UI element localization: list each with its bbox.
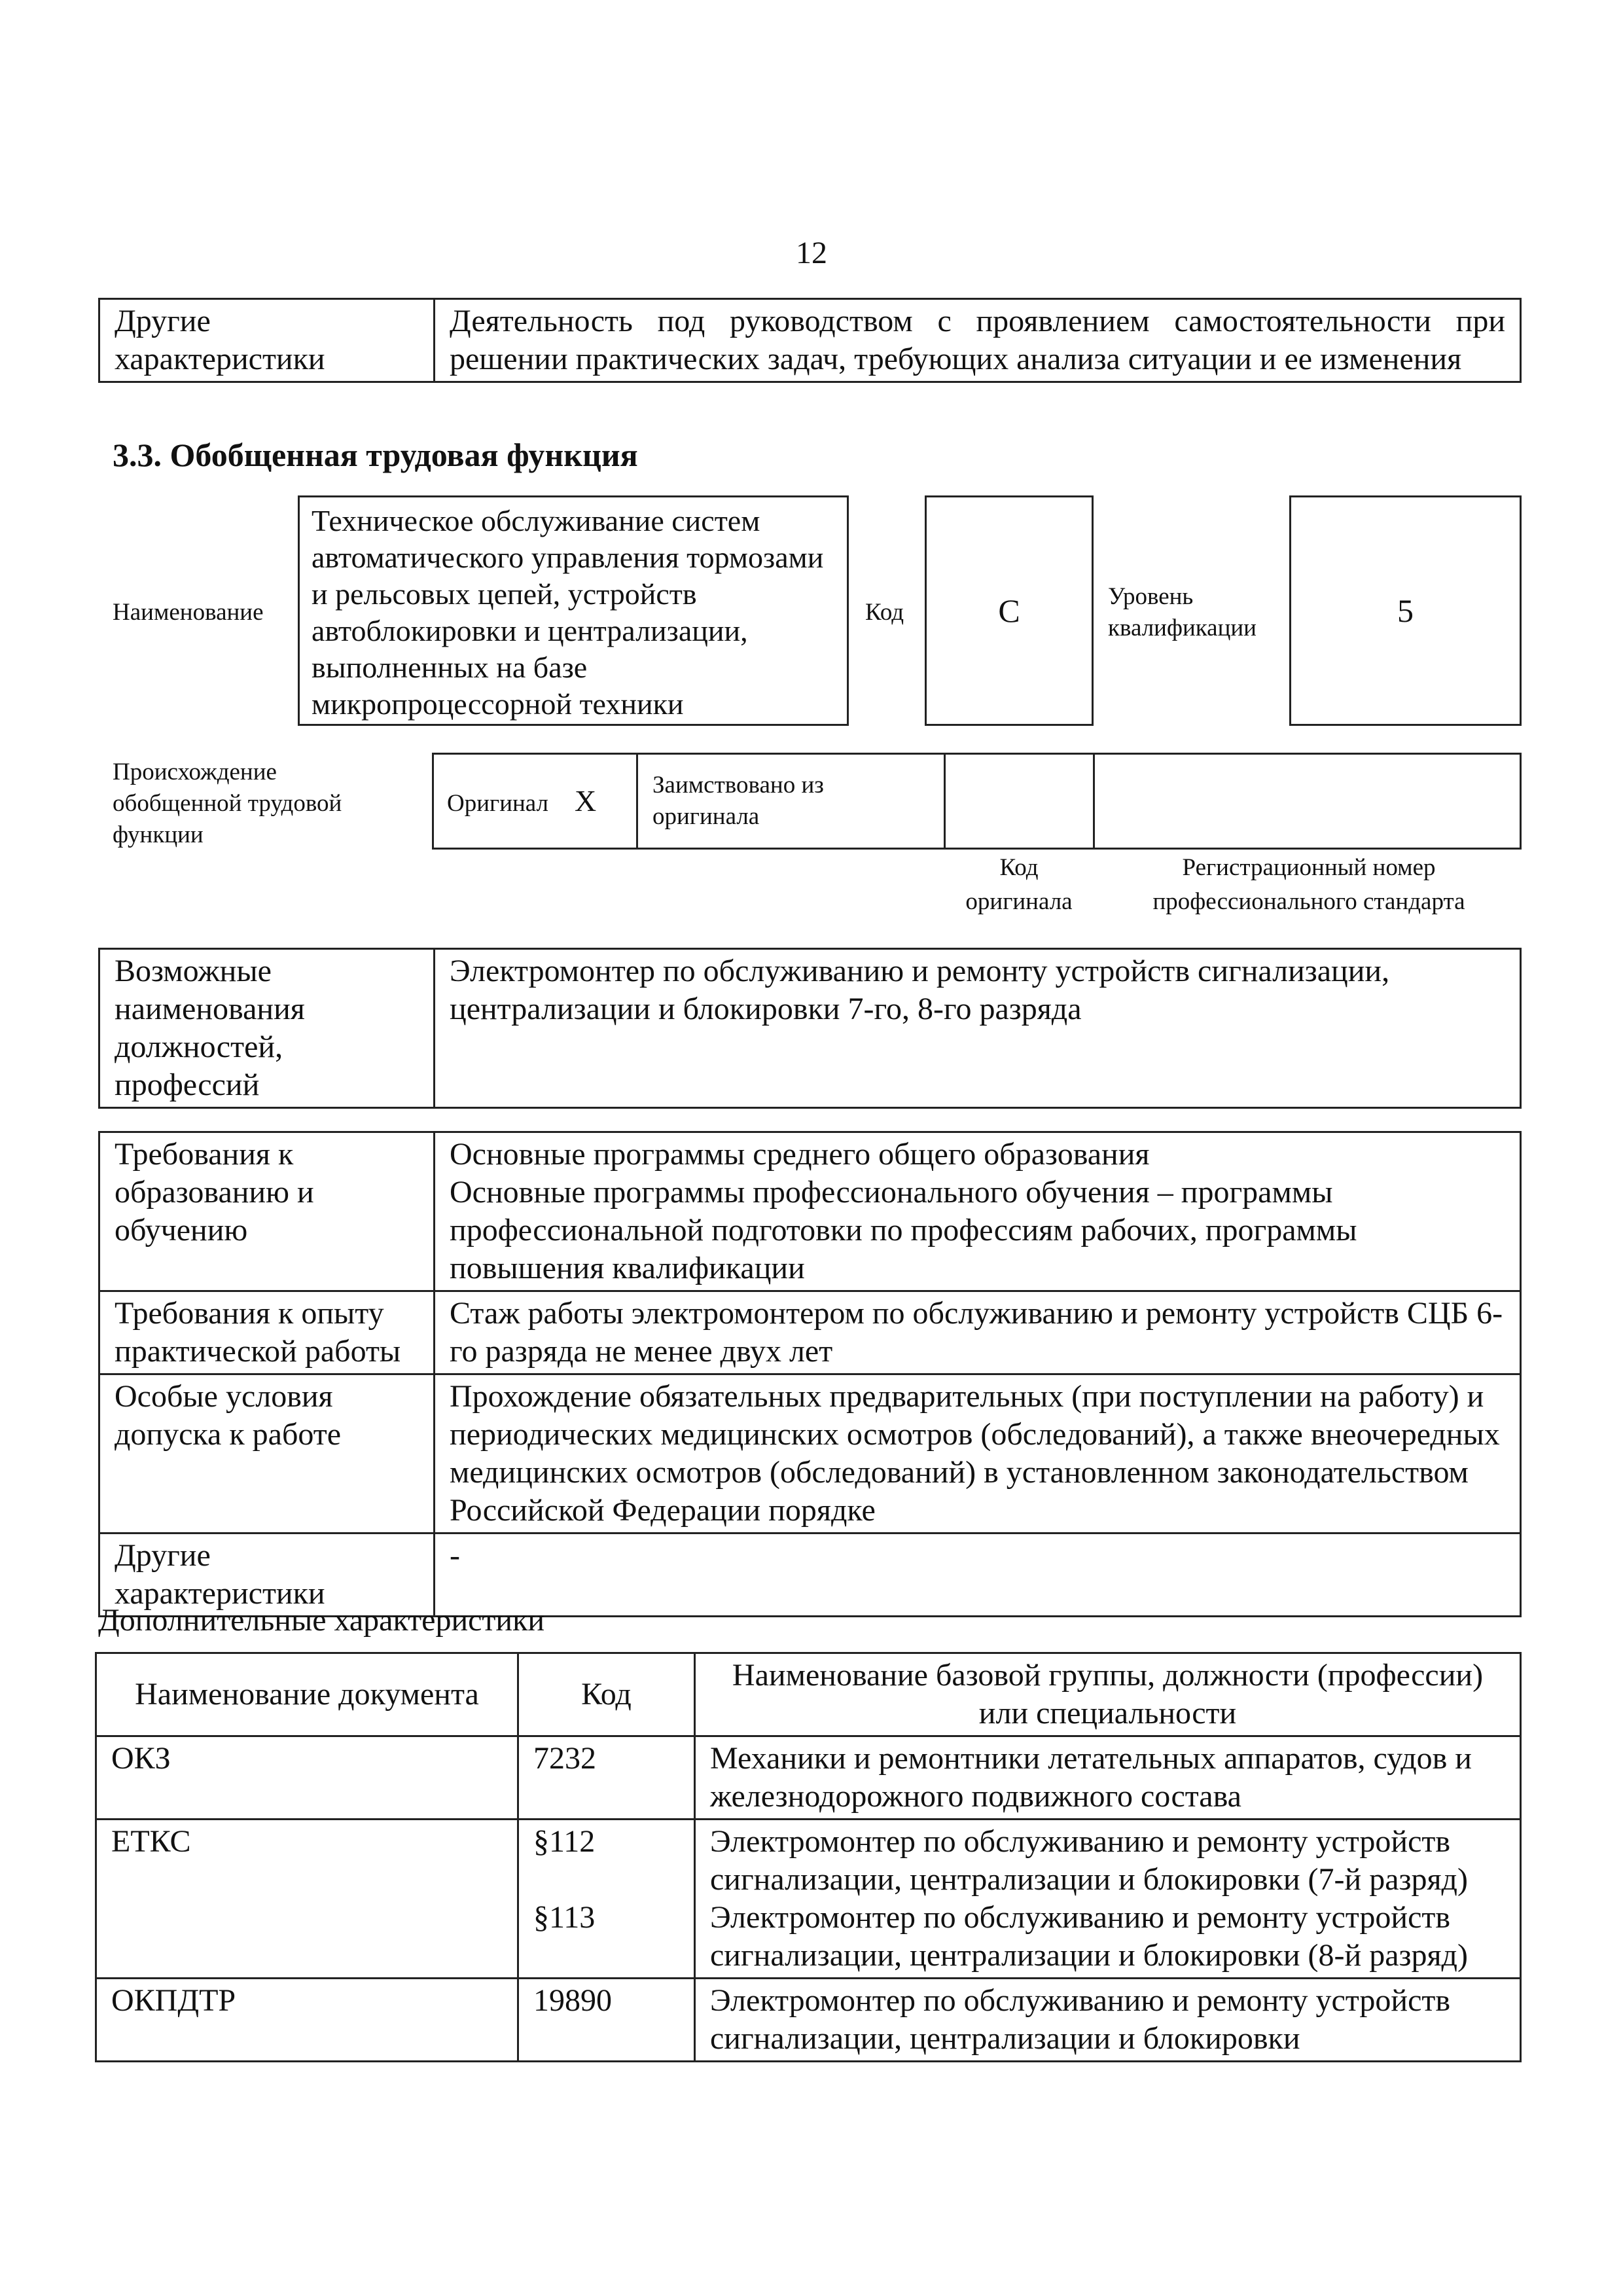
origin-table [432, 753, 1522, 850]
code-value-box [925, 495, 1094, 726]
section-title: 3.3. Обобщенная трудовая функция [113, 437, 638, 473]
additional-row-etks [96, 1820, 1521, 1979]
additional-doc: ЕТКС [96, 1820, 518, 1979]
additional-table [95, 1652, 1522, 2062]
code-value: C [998, 592, 1020, 629]
requirements-label: Особые условия допуска к работе [99, 1374, 435, 1534]
additional-header-code: Код [518, 1653, 695, 1736]
positions-table [98, 948, 1522, 1109]
additional-code: 19890 [518, 1979, 695, 2062]
requirements-value: Прохождение обязательных предварительных (при поступлении на работу) и периодических медицинских осмотров (обследований), а также внеочередных медицинских осмотров (обследований) в установленном законодательством Российской Федерации порядке [435, 1374, 1521, 1534]
requirements-label: Другие характеристики [99, 1534, 435, 1617]
origin-borrowed-label: Заимствовано из оригинала [637, 754, 945, 849]
level-value-box [1289, 495, 1522, 726]
top-other-value-line2: решении практических задач, требующих анализа ситуации и ее изменения [450, 342, 1462, 376]
additional-name: Электромонтер по обслуживанию и ремонту устройств сигнализации, централизации и блокировки (7-й разряд) [710, 1824, 1468, 1897]
page-number: 12 [796, 236, 827, 270]
positions-label: Возможные наименования должностей, профессий [99, 949, 435, 1108]
requirements-table [98, 1131, 1522, 1617]
requirements-value: Основные программы среднего общего образования Основные программы профессионального обучения – программы профессиональной подготовки по профессиям рабочих, программы повышения квалификации [435, 1132, 1521, 1291]
requirements-row-education [99, 1132, 1521, 1291]
requirements-row-admission [99, 1374, 1521, 1534]
additional-name: Электромонтер по обслуживанию и ремонту устройств сигнализации, централизации и блокировки (8-й разряд) [710, 1900, 1468, 1973]
requirements-value: - [435, 1534, 1521, 1617]
top-other-value-line1: Деятельность под руководством с проявлением самостоятельности при [450, 304, 1505, 338]
additional-row-okz [96, 1736, 1521, 1820]
origin-reg-caption: Регистрационный номер профессионального стандарта [1152, 854, 1465, 915]
origin-original-cell [433, 754, 637, 849]
additional-code: §113 [533, 1900, 596, 1935]
additional-header-doc: Наименование документа [96, 1653, 518, 1736]
additional-name: Механики и ремонтники летательных аппаратов, судов и железнодорожного подвижного состава [695, 1736, 1521, 1820]
additional-header-row [96, 1653, 1521, 1736]
additional-header-name: Наименование базовой группы, должности (профессии) или специальности [695, 1653, 1521, 1736]
level-value: 5 [1397, 592, 1414, 629]
name-value-box [298, 495, 849, 726]
additional-title: Дополнительные характеристики [98, 1603, 545, 1638]
additional-doc: ОКЗ [96, 1736, 518, 1820]
origin-original-label: Оригинал [447, 789, 549, 817]
positions-value: Электромонтер по обслуживанию и ремонту устройств сигнализации, централизации и блокировки 7-го, 8-го разряда [435, 949, 1521, 1108]
additional-code: 7232 [518, 1736, 695, 1820]
level-label: Уровень квалификации [1108, 583, 1257, 641]
top-other-label: Другие характеристики [99, 299, 435, 382]
origin-code-cell [945, 754, 1094, 849]
additional-row-okpdtr [96, 1979, 1521, 2062]
additional-code-cell [518, 1820, 695, 1979]
name-label: Наименование [113, 599, 264, 626]
additional-code: §112 [533, 1824, 596, 1859]
requirements-label: Требования к образованию и обучению [99, 1132, 435, 1291]
code-label: Код [865, 599, 904, 626]
requirements-row-experience [99, 1291, 1521, 1374]
origin-reg-cell [1094, 754, 1521, 849]
name-value: Техническое обслуживание систем автоматического управления тормозами и рельсовых цепей, устройств автоблокировки и централизации, выполненных на базе микропроцессорной техники [312, 504, 824, 721]
origin-code-caption: Код оригинала [965, 854, 1073, 915]
additional-name: Электромонтер по обслуживанию и ремонту устройств сигнализации, централизации и блокировки [695, 1979, 1521, 2062]
additional-name-cell [695, 1820, 1521, 1979]
requirements-value: Стаж работы электромонтером по обслуживанию и ремонту устройств СЦБ 6-го разряда не менее двух лет [435, 1291, 1521, 1374]
top-other-value [435, 299, 1521, 382]
additional-doc: ОКПДТР [96, 1979, 518, 2062]
origin-label: Происхождение обобщенной трудовой функции [113, 759, 342, 848]
requirements-label: Требования к опыту практической работы [99, 1291, 435, 1374]
origin-original-mark: X [575, 783, 597, 817]
top-characteristics-table [98, 298, 1522, 383]
